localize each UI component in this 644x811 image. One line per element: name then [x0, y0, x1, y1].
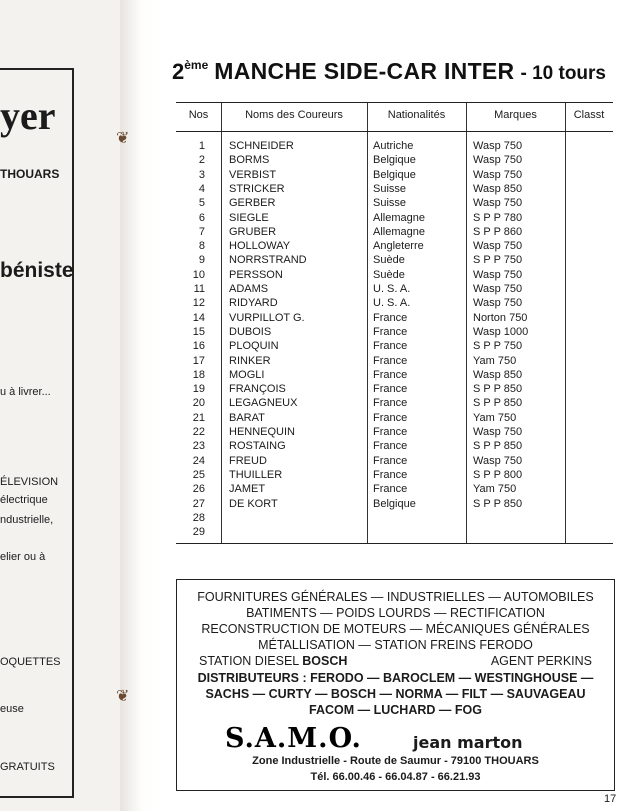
machine-brand: Norton 750: [473, 311, 528, 324]
rider-nationality: France: [373, 311, 408, 324]
machine-brand: S P P 750: [473, 254, 523, 267]
row-number: 16: [192, 340, 205, 353]
header-brands: Marques: [494, 109, 537, 121]
row-number: 8: [198, 240, 205, 253]
ad-station-diesel: STATION DIESEL BOSCH: [199, 654, 348, 668]
machine-brand: Wasp 750: [473, 283, 523, 295]
rider-name: FREUD: [229, 454, 267, 467]
rider-nationality: France: [373, 426, 408, 438]
rider-name: BARAT: [229, 411, 265, 424]
rider-nationality: Suisse: [373, 182, 407, 195]
row-number: 14: [192, 311, 205, 324]
left-page-fragment: [0, 0, 120, 811]
samo-logo: S.A.M.O.: [225, 723, 362, 754]
table-row: [176, 283, 613, 297]
header-classt: Classt: [573, 109, 605, 121]
left-gratuits: GRATUITS: [0, 761, 55, 773]
left-industrielle: ndustrielle,: [0, 514, 54, 526]
table-row: [176, 226, 613, 240]
machine-brand: Yam 750: [473, 483, 517, 496]
rider-name: THUILLER: [229, 468, 283, 481]
table-row: [176, 483, 613, 497]
table-row: [176, 269, 613, 283]
rider-name: NORRSTRAND: [229, 254, 307, 267]
table-row: [176, 240, 613, 254]
row-number: 29: [192, 526, 205, 539]
machine-brand: Wasp 750: [473, 268, 523, 281]
left-big-title: yer: [0, 93, 56, 138]
machine-brand: S P P 860: [473, 225, 523, 238]
ad-line-1: FOURNITURES GÉNÉRALES — INDUSTRIELLES — AUTOMOBILES: [197, 590, 594, 604]
ad-line-8: FACOM — LUCHARD — FOG: [309, 703, 482, 717]
left-livrer: u à livrer...: [0, 386, 51, 398]
left-ebeniste: béniste: [0, 259, 74, 282]
row-number: 28: [192, 511, 205, 524]
rider-name: VURPILLOT G.: [229, 311, 305, 324]
table-row: [176, 355, 613, 369]
row-number: 3: [198, 168, 205, 181]
heading-laps: - 10 tours: [520, 63, 607, 84]
table-row: [176, 326, 613, 340]
rider-nationality: France: [373, 383, 408, 396]
machine-brand: Wasp 850: [473, 182, 523, 195]
row-number: 2: [198, 154, 205, 167]
table-header: [176, 103, 613, 132]
machine-brand: Wasp 750: [473, 454, 523, 467]
machine-brand: S P P 850: [473, 497, 523, 510]
machine-brand: Wasp 850: [473, 368, 523, 381]
rider-name: DE KORT: [229, 497, 278, 510]
row-number: 26: [192, 483, 205, 496]
row-number: 21: [192, 411, 205, 424]
rider-nationality: Suisse: [373, 197, 407, 210]
rider-name: HOLLOWAY: [229, 240, 291, 253]
table-row: [176, 369, 613, 383]
row-number: 18: [192, 368, 205, 381]
table-row: [176, 169, 613, 183]
rider-nationality: Suède: [373, 268, 405, 281]
row-number: 15: [192, 325, 205, 338]
heading-number: 2: [172, 59, 185, 84]
table-row: [176, 526, 613, 540]
machine-brand: Wasp 750: [473, 197, 523, 210]
row-number: 10: [192, 268, 205, 281]
rider-name: SIEGLE: [229, 211, 269, 224]
row-number: 25: [192, 468, 205, 481]
samo-advertisement: [176, 579, 615, 791]
rider-nationality: Angleterre: [373, 240, 424, 253]
machine-brand: Wasp 750: [473, 297, 523, 310]
row-number: 27: [192, 497, 205, 510]
rider-name: BORMS: [229, 154, 270, 167]
machine-brand: Wasp 750: [473, 240, 523, 253]
rider-name: JAMET: [229, 483, 266, 496]
machine-brand: S P P 780: [473, 211, 523, 224]
machine-brand: Yam 750: [473, 354, 517, 367]
table-row: [176, 140, 613, 154]
rider-nationality: U. S. A.: [373, 297, 411, 310]
left-atelier: elier ou à: [0, 551, 46, 563]
ad-phone: Tél. 66.00.46 - 66.04.87 - 66.21.93: [310, 771, 481, 783]
rider-nationality: Suède: [373, 254, 405, 267]
row-number: 7: [198, 225, 205, 238]
rider-nationality: Belgique: [373, 168, 416, 181]
machine-brand: Yam 750: [473, 411, 517, 424]
staple-mark-top: ❦: [116, 130, 130, 147]
machine-brand: Wasp 1000: [473, 325, 529, 338]
ad-line-6: DISTRIBUTEURS : FERODO — BAROCLEM — WESTINGHOUSE —: [197, 671, 594, 685]
race-heading: [172, 58, 606, 85]
ad-line-3: RECONSTRUCTION DE MOTEURS — MÉCANIQUES GÉNÉRALES: [201, 622, 590, 636]
rider-name: DUBOIS: [229, 325, 272, 338]
rider-name: PERSSON: [229, 268, 283, 281]
table-row: [176, 397, 613, 411]
jean-marton-name: jean marton: [413, 733, 523, 752]
row-number: 20: [192, 397, 205, 410]
results-table: [176, 102, 613, 544]
row-number: 17: [192, 354, 205, 367]
rider-name: ADAMS: [229, 283, 269, 295]
rider-name: VERBIST: [229, 168, 277, 181]
ad-line-4: MÉTALLISATION — STATION FREINS FERODO: [258, 638, 533, 652]
row-number: 6: [198, 211, 205, 224]
row-number: 24: [192, 454, 205, 467]
table-row: [176, 197, 613, 211]
machine-brand: Wasp 750: [473, 154, 523, 167]
staple-mark-bottom: ❦: [116, 688, 130, 705]
table-row: [176, 340, 613, 354]
machine-brand: S P P 850: [473, 383, 523, 396]
table-row: [176, 383, 613, 397]
rider-nationality: France: [373, 368, 408, 381]
machine-brand: S P P 850: [473, 397, 523, 410]
rider-nationality: Belgique: [373, 497, 416, 510]
table-row: [176, 297, 613, 311]
rider-name: FRANÇOIS: [229, 383, 286, 396]
rider-name: STRICKER: [229, 182, 285, 195]
rider-name: RIDYARD: [229, 297, 278, 310]
machine-brand: S P P 750: [473, 340, 523, 353]
rider-nationality: France: [373, 411, 408, 424]
row-number: 9: [198, 254, 205, 267]
ad-line-2: BATIMENTS — POIDS LOURDS — RECTIFICATION: [246, 606, 545, 620]
rider-name: PLOQUIN: [229, 340, 279, 353]
rider-nationality: France: [373, 354, 408, 367]
left-euse: euse: [0, 703, 24, 715]
row-number: 19: [192, 383, 205, 396]
ad-agent-perkins: AGENT PERKINS: [490, 654, 592, 668]
heading-superscript: ème: [184, 58, 209, 72]
table-row: [176, 312, 613, 326]
row-number: 4: [198, 182, 205, 195]
row-number: 5: [198, 197, 205, 210]
ad-address: Zone Industrielle - Route de Saumur - 79100 THOUARS: [252, 755, 539, 767]
table-row: [176, 469, 613, 483]
table-row: [176, 254, 613, 268]
table-row: [176, 498, 613, 512]
row-number: 12: [192, 297, 205, 310]
table-row: [176, 212, 613, 226]
rider-name: ROSTAING: [229, 440, 286, 453]
rider-name: GERBER: [229, 197, 276, 210]
rider-nationality: France: [373, 483, 408, 496]
header-names: Noms des Coureurs: [245, 109, 343, 121]
table-row: [176, 183, 613, 197]
page-number: 17: [604, 793, 617, 805]
rider-nationality: Allemagne: [373, 211, 425, 224]
table-row: [176, 455, 613, 469]
left-thouars: THOUARS: [0, 167, 60, 181]
header-no: Nos: [188, 109, 209, 121]
rider-nationality: Allemagne: [373, 225, 425, 238]
rider-nationality: France: [373, 440, 408, 453]
ad-line-7: SACHS — CURTY — BOSCH — NORMA — FILT — SAUVAGEAU: [205, 687, 586, 701]
rider-nationality: France: [373, 468, 408, 481]
row-number: 1: [198, 140, 205, 152]
ad-line-5: [177, 654, 614, 668]
rider-nationality: France: [373, 340, 408, 353]
machine-brand: Wasp 750: [473, 426, 523, 438]
rider-name: LEGAGNEUX: [229, 397, 298, 410]
table-row: [176, 154, 613, 168]
rider-nationality: France: [373, 454, 408, 467]
row-number: 11: [193, 283, 205, 295]
rider-nationality: U. S. A.: [373, 283, 411, 295]
rider-nationality: France: [373, 325, 408, 338]
left-doquettes: OQUETTES: [0, 656, 61, 668]
machine-brand: Wasp 750: [473, 168, 523, 181]
rider-nationality: Belgique: [373, 154, 416, 167]
rider-nationality: France: [373, 397, 408, 410]
heading-title: MANCHE SIDE-CAR INTER: [214, 58, 515, 84]
rider-name: GRUBER: [229, 225, 277, 238]
table-row: [176, 512, 613, 526]
left-television: ÉLEVISION: [0, 476, 59, 488]
machine-brand: S P P 800: [473, 468, 523, 481]
rider-name: MOGLI: [229, 368, 265, 381]
rider-name: HENNEQUIN: [229, 426, 296, 438]
rider-name: SCHNEIDER: [229, 140, 294, 152]
row-number: 22: [192, 426, 205, 438]
table-row: [176, 426, 613, 440]
rider-nationality: Autriche: [373, 140, 414, 152]
table-row: [176, 440, 613, 454]
machine-brand: Wasp 750: [473, 140, 523, 152]
rider-name: RINKER: [229, 354, 271, 367]
table-row: [176, 412, 613, 426]
header-nationality: Nationalités: [387, 109, 446, 121]
machine-brand: S P P 850: [473, 440, 523, 453]
row-number: 23: [192, 440, 205, 453]
left-electrique: électrique: [0, 494, 48, 506]
